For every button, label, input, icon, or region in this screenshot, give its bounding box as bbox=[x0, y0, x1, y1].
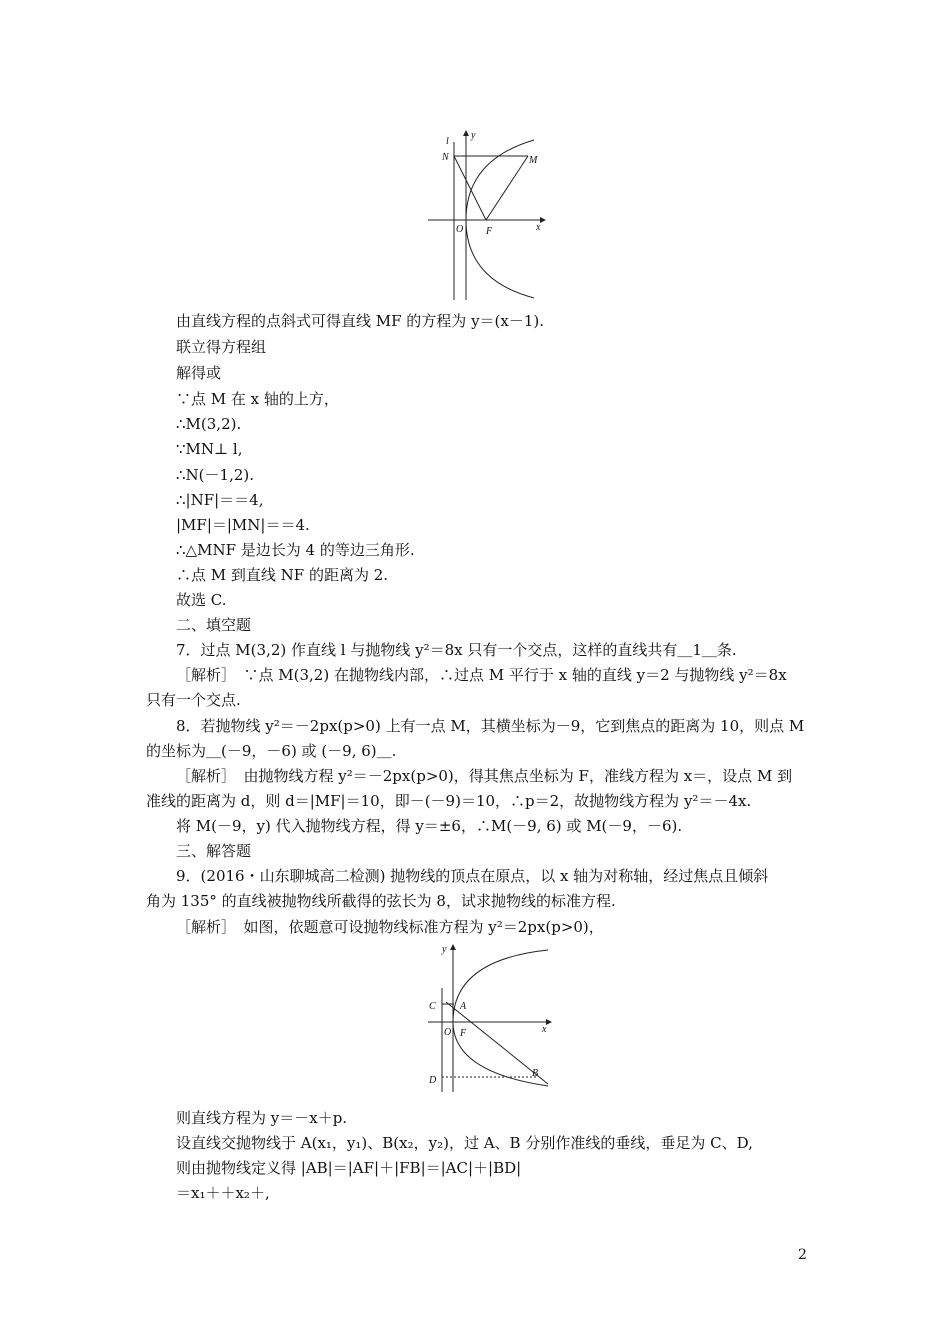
text-line: 准线的距离为 d，则 d＝|MF|＝10，即－(－9)＝10，∴p＝2，故抛物线方程为 y²＝－4x. bbox=[146, 792, 752, 810]
label-l: l bbox=[446, 136, 449, 147]
text-line: ∵MN⊥ l, bbox=[176, 440, 243, 458]
label-f: F bbox=[460, 1028, 467, 1039]
text-line: 故选 C. bbox=[176, 591, 227, 609]
label-o: O bbox=[444, 1027, 452, 1038]
label-a: A bbox=[460, 1001, 467, 1012]
text-line: 联立得方程组 bbox=[176, 338, 267, 356]
line-mf bbox=[486, 156, 528, 220]
question-8: 8．若抛物线 y²＝－2px(p>0) 上有一点 M，其横坐标为－9，它到焦点的距离为 10，则点 M bbox=[176, 717, 805, 735]
text-line: 则由抛物线定义得 |AB|＝|AF|＋|FB|＝|AC|＋|BD| bbox=[176, 1159, 522, 1177]
analysis-9: ［解析］ 如图，依题意可设抛物线标准方程为 y²＝2px(p>0)， bbox=[176, 918, 604, 936]
page-number: 2 bbox=[798, 1247, 807, 1263]
text-line: 将 M(－9，y) 代入抛物线方程，得 y＝±6，∴M(－9, 6) 或 M(－9，－6). bbox=[176, 817, 683, 835]
text-line: ∴△MNF 是边长为 4 的等边三角形. bbox=[176, 541, 415, 559]
label-d: D bbox=[429, 1075, 437, 1086]
text-line: ∴|NF|＝＝4, bbox=[176, 491, 264, 509]
label-c: C bbox=[429, 1001, 436, 1012]
figure-parabola-mnf bbox=[418, 130, 550, 302]
text-line: 只有一个交点. bbox=[146, 691, 241, 709]
label-b: B bbox=[532, 1068, 539, 1079]
figure-parabola-chord bbox=[418, 942, 558, 1092]
parabola-curve bbox=[466, 140, 534, 298]
text-line: ∴点 M 到直线 NF 的距离为 2. bbox=[176, 566, 389, 584]
label-o: O bbox=[456, 224, 464, 235]
parabola-curve bbox=[453, 950, 548, 1086]
label-y: y bbox=[442, 944, 447, 955]
line-nf bbox=[454, 156, 486, 220]
label-y: y bbox=[471, 130, 476, 141]
label-x: x bbox=[536, 222, 541, 233]
question-9: 9．(2016・山东聊城高二检测) 抛物线的顶点在原点，以 x 轴为对称轴，经过焦点且倾斜 bbox=[176, 867, 769, 885]
question-7: 7．过点 M(3,2) 作直线 l 与抛物线 y²＝8x 只有一个交点，这样的直线共有＿1＿条. bbox=[176, 641, 737, 659]
text-line: 设直线交抛物线于 A(x₁，y₁)、B(x₂，y₂)，过 A、B 分别作准线的垂线，垂足为 C、D, bbox=[176, 1134, 753, 1152]
text-line: 由直线方程的点斜式可得直线 MF 的方程为 y＝(x－1). bbox=[176, 312, 545, 330]
text-line: |MF|＝|MN|＝＝4. bbox=[176, 516, 310, 534]
label-x: x bbox=[542, 1024, 547, 1035]
label-f: F bbox=[486, 226, 493, 237]
label-n: N bbox=[442, 152, 449, 163]
text-line: ∵点 M 在 x 轴的上方， bbox=[176, 390, 339, 408]
text-line: 则直线方程为 y＝－x＋p. bbox=[176, 1109, 348, 1127]
text-line: 解得或 bbox=[176, 364, 222, 382]
section-heading: 三、解答题 bbox=[176, 842, 252, 860]
text-line: ∴N(－1,2). bbox=[176, 466, 254, 484]
analysis-7: ［解析］ ∵点 M(3,2) 在抛物线内部，∴过点 M 平行于 x 轴的直线 y＝2 与抛物线 y²＝8x bbox=[176, 666, 787, 684]
label-m: M bbox=[529, 155, 538, 166]
text-line: 的坐标为＿(－9，－6) 或 (－9, 6)＿. bbox=[146, 742, 397, 760]
analysis-8: ［解析］ 由抛物线方程 y²＝－2px(p>0)，得其焦点坐标为 F，准线方程为 x＝，设点 M 到 bbox=[176, 767, 793, 785]
text-line: 角为 135° 的直线被抛物线所截得的弦长为 8，试求抛物线的标准方程. bbox=[146, 892, 616, 910]
text-line: ＝x₁＋＋x₂＋, bbox=[176, 1184, 270, 1202]
section-heading: 二、填空题 bbox=[176, 616, 252, 634]
text-line: ∴M(3,2). bbox=[176, 415, 242, 433]
